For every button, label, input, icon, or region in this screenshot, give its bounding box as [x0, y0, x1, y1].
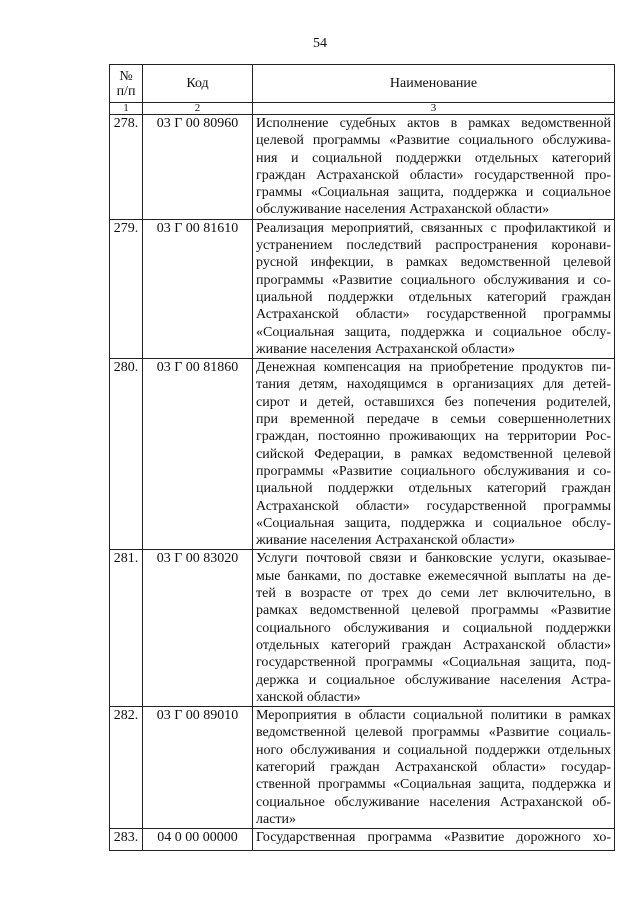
row-number: 282. [110, 707, 143, 829]
row-name [253, 707, 615, 829]
row-name-line: граждан Астраханской области» государственной про- [256, 167, 611, 183]
row-name-line: тания детям, находящимся в организациях для детей- [256, 377, 611, 393]
row-name-line: сирот и детей, оставшихся без попечения родителей, [256, 394, 611, 410]
row-name-line: устранением последствий распространения коронави- [256, 238, 611, 254]
row-name-line: держка и социальное обслуживание населения Астра- [256, 672, 611, 688]
table-row [110, 829, 615, 851]
row-number: 279. [110, 219, 143, 358]
row-name [253, 219, 615, 358]
row-name-line: ственной программы «Социальная защита, поддержка и [256, 777, 611, 793]
row-code: 03 Г 00 80960 [143, 115, 253, 220]
row-name-line: программы «Развитие социального обслуживания и со- [256, 272, 611, 288]
row-name-line: Реализация мероприятий, связанных с профилактикой и [256, 220, 611, 236]
row-name-line: граждан, постоянно проживающих на территории Рос- [256, 429, 611, 445]
row-name-line: «Социальная защита, поддержка и социальное обслу- [256, 324, 611, 340]
row-number: 280. [110, 359, 143, 550]
row-code: 03 Г 00 81610 [143, 219, 253, 358]
row-name-line: при временной передаче в семьи совершеннолетних [256, 412, 611, 428]
header-num: № п/п [110, 65, 143, 103]
row-name-line: живание населения Астраханской области» [256, 533, 516, 549]
row-name-line: мые банками, по доставке ежемесячной выплаты на де- [256, 568, 611, 584]
row-name-line: ханской области» [256, 689, 361, 705]
row-name-line: циальной поддержки отдельных категорий граждан [256, 289, 611, 305]
row-name [253, 550, 615, 707]
budget-classification-table [109, 64, 615, 851]
header-name: Наименование [253, 65, 615, 103]
row-name [253, 359, 615, 550]
row-name-line: сийской Федерации, в рамках ведомственной целевой [256, 446, 611, 462]
row-name-line: тей в возрасте от трех до семи лет включительно, в [256, 586, 611, 602]
row-name-line: программы «Развитие социального обслуживания и со- [256, 463, 611, 479]
column-numbers-row [110, 103, 615, 115]
row-code: 03 Г 00 81860 [143, 359, 253, 550]
table-header-row [110, 65, 615, 103]
row-name-line: циальной поддержки отдельных категорий граждан [256, 481, 611, 497]
table-row [110, 550, 615, 707]
row-name-line: ния и социальной поддержки отдельных категорий [256, 150, 611, 166]
row-name [253, 115, 615, 220]
row-name-line: обслуживание населения Астраханской области» [256, 202, 550, 218]
row-name-line: социальное обслуживание населения Астраханской об- [256, 794, 611, 810]
page-number: 54 [313, 36, 327, 51]
row-name-line: Астраханской области» государственной программы [256, 307, 611, 323]
row-name-line: живание населения Астраханской области» [256, 341, 516, 357]
row-code: 03 Г 00 89010 [143, 707, 253, 829]
row-name-line: целевой программы «Развитие социального обслужива- [256, 133, 611, 149]
table-row [110, 219, 615, 358]
row-name-line: ного обслуживания и социальной поддержки отдельных [256, 742, 611, 758]
row-name-line: граммы «Социальная защита, поддержка и социальное [256, 185, 611, 201]
row-name-line: Исполнение судебных актов в рамках ведомственной [256, 116, 611, 131]
row-name-line: Денежная компенсация на приобретение продуктов пи- [256, 360, 611, 376]
row-name-line: Астраханской области» государственной программы [256, 498, 611, 514]
row-name-line: Мероприятия в области социальной политики в рамках [256, 708, 611, 724]
row-name-line: категорий граждан Астраханской области» государ- [256, 759, 611, 775]
row-name [253, 829, 615, 851]
row-name-line: государственной программы «Социальная защита, под- [256, 655, 611, 671]
row-code: 04 0 00 00000 [143, 829, 253, 851]
column-number: 1 [110, 103, 143, 115]
row-name-line: социального обслуживания и социальной поддержки [256, 620, 611, 636]
column-number: 2 [143, 103, 253, 115]
header-code: Код [143, 65, 253, 103]
table-row [110, 707, 615, 829]
table-row [110, 115, 615, 220]
row-name-line: Услуги почтовой связи и банковские услуги, оказывае- [256, 551, 611, 567]
row-name-line: ласти» [256, 811, 297, 827]
row-code: 03 Г 00 83020 [143, 550, 253, 707]
table-row [110, 359, 615, 550]
row-name-line: ведомственной целевой программы «Развитие социаль- [256, 725, 611, 741]
column-number: 3 [253, 103, 615, 115]
row-name-line: рамках ведомственной целевой программы «Развитие [256, 603, 611, 619]
row-number: 281. [110, 550, 143, 707]
row-name-line: «Социальная защита, поддержка и социальное обслу- [256, 515, 611, 531]
row-name-line: Государственная программа «Развитие дорожного хо- [256, 830, 611, 846]
row-name-line: русной инфекции, в рамках ведомственной целевой [256, 255, 611, 271]
row-name-line: отдельных категорий граждан Астраханской области» [256, 637, 611, 653]
row-number: 278. [110, 115, 143, 220]
row-number: 283. [110, 829, 143, 851]
